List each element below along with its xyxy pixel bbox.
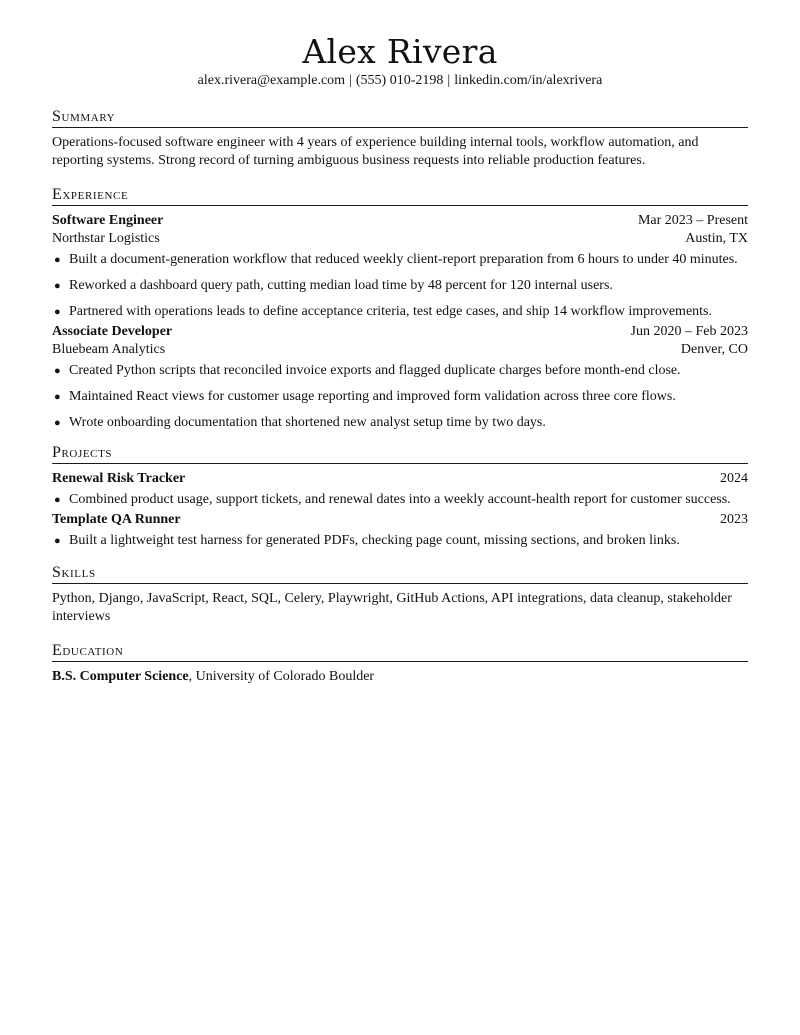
bullet-icon: ● <box>54 494 61 506</box>
education-degree: B.S. Computer Science <box>52 669 189 684</box>
project-bullets <box>52 491 748 509</box>
bullet-icon: ● <box>54 365 61 377</box>
job-dates: Jun 2020 – Feb 2023 <box>630 324 748 339</box>
education-section <box>52 642 748 686</box>
project-bullets <box>52 532 748 550</box>
job-header-row <box>52 323 748 341</box>
separator: | <box>447 73 451 88</box>
project-header-row <box>52 511 748 529</box>
job-entry <box>52 323 748 432</box>
bullet-text: Combined product usage, support tickets, and renewal dates into a weekly account-health report for customer success. <box>69 492 731 507</box>
bullet-icon: ● <box>54 391 61 403</box>
job-role: Associate Developer <box>52 324 173 339</box>
bullet-text: Reworked a dashboard query path, cutting median load time by 48 percent for 120 internal users. <box>69 278 613 293</box>
phone-number: (555) 010-2198 <box>355 73 444 88</box>
job-company: Northstar Logistics <box>52 231 160 246</box>
job-company-row <box>52 230 748 248</box>
bullet-icon: ● <box>54 306 61 318</box>
separator: | <box>349 73 352 88</box>
education-school: , University of Colorado Boulder <box>188 669 375 684</box>
skills-section <box>52 564 748 626</box>
bullet-text: Maintained React views for customer usage reporting and improved form validation across three core flows. <box>69 389 676 404</box>
experience-section <box>52 186 748 432</box>
project-year: 2024 <box>720 471 748 486</box>
project-entry <box>52 511 748 550</box>
contact-line <box>52 72 748 90</box>
job-bullets <box>52 251 748 321</box>
bullet-text: Partnered with operations leads to define acceptance criteria, test edge cases, and ship 14 workflow improvements. <box>69 304 712 319</box>
job-company: Bluebeam Analytics <box>52 342 166 357</box>
education-entry <box>52 668 748 686</box>
bullet-icon: ● <box>54 535 61 547</box>
projects-section <box>52 444 748 550</box>
bullet-item <box>52 532 748 550</box>
bullet-icon: ● <box>54 254 61 266</box>
project-entry <box>52 470 748 509</box>
job-company-row <box>52 341 748 359</box>
skills-text: Python, Django, JavaScript, React, SQL, Celery, Playwright, GitHub Actions, API integrations, data cleanup, stakeholder interviews <box>52 591 732 624</box>
section-title-education: Education <box>52 642 748 662</box>
bullet-text: Built a lightweight test harness for generated PDFs, checking page count, missing sections, and broken links. <box>69 533 680 548</box>
candidate-name: Alex Rivera <box>302 32 498 71</box>
bullet-icon: ● <box>54 417 61 429</box>
bullet-item <box>52 303 748 321</box>
project-name: Template QA Runner <box>52 512 181 527</box>
section-title-summary: Summary <box>52 108 748 128</box>
job-location: Denver, CO <box>680 342 748 357</box>
job-location: Austin, TX <box>685 231 748 246</box>
section-title-skills: Skills <box>52 564 748 584</box>
job-bullets <box>52 362 748 432</box>
project-header-row <box>52 470 748 488</box>
bullet-item <box>52 277 748 295</box>
bullet-item <box>52 491 748 509</box>
bullet-text: Wrote onboarding documentation that shortened new analyst setup time by two days. <box>69 415 546 430</box>
bullet-item <box>52 362 748 380</box>
summary-text: Operations-focused software engineer with 4 years of experience building internal tools, workflow automation, and reporting systems. Strong record of turning ambiguous business requests into reliable production features. <box>52 135 699 168</box>
section-title-projects: Projects <box>52 444 748 464</box>
bullet-text: Built a document-generation workflow that reduced weekly client-report preparation from 6 hours to under 40 minutes. <box>69 252 738 267</box>
bullet-icon: ● <box>54 280 61 292</box>
bullet-item <box>52 414 748 432</box>
job-role: Software Engineer <box>52 213 164 228</box>
job-dates: Mar 2023 – Present <box>637 213 748 228</box>
job-entry <box>52 212 748 321</box>
job-header-row <box>52 212 748 230</box>
summary-section <box>52 108 748 170</box>
bullet-item <box>52 388 748 406</box>
email-link[interactable]: alex.rivera@example.com <box>197 73 346 88</box>
bullet-item <box>52 251 748 269</box>
bullet-text: Created Python scripts that reconciled invoice exports and flagged duplicate charges before month-end close. <box>69 363 681 378</box>
section-title-experience: Experience <box>52 186 748 206</box>
resume-header <box>52 32 748 90</box>
project-year: 2023 <box>720 512 748 527</box>
linkedin-link[interactable]: linkedin.com/in/alexrivera <box>454 73 603 88</box>
project-name: Renewal Risk Tracker <box>52 471 186 486</box>
